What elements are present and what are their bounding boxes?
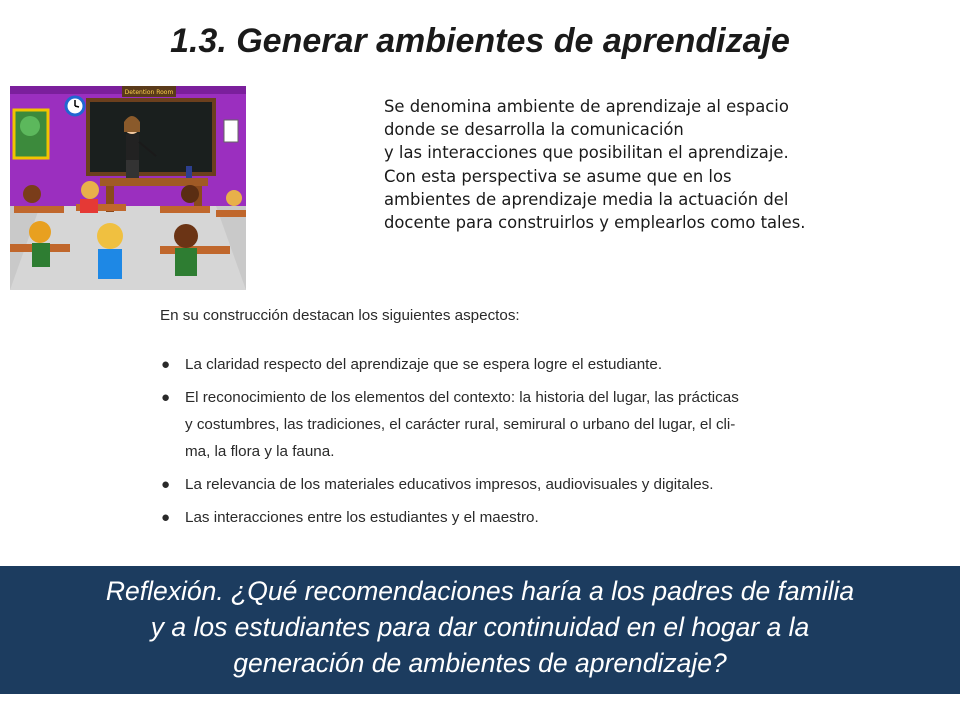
intro-line: docente para construirlos y emplearlos como tales. [384,213,806,233]
aspects-section [160,307,820,537]
page-title: 1.3. Generar ambientes de aprendizaje [170,22,790,60]
intro-line: Se denomina ambiente de aprendizaje al espacio [384,97,789,116]
aspects-list [160,351,820,531]
list-item-line: La claridad respecto del aprendizaje que se espera logre el estudiante. [185,356,663,373]
aspects-heading: En su construcción destacan los siguientes aspectos: [160,307,520,324]
bullet-icon: ● [161,476,171,493]
intro-line: donde se desarrolla la comunicación [384,120,684,140]
bullet-icon: ● [161,356,171,373]
bullet-icon: ● [161,509,171,526]
list-item-line: y costumbres, las tradiciones, el carácter rural, semirural o urbano del lugar, el cli- [185,416,736,433]
list-item [160,471,820,498]
reflection-line: generación de ambientes de aprendizaje? [233,648,727,678]
reflection-line: Reflexión. ¿Qué recomendaciones haría a los padres de familia [105,576,855,606]
list-item-line: Las interacciones entre los estudiantes y el maestro. [185,509,539,526]
intro-text [384,95,924,234]
intro-line: ambientes de aprendizaje media la actuación del [384,189,789,209]
classroom-illustration [10,86,246,290]
list-item-line: ma, la flora y la fauna. [185,443,335,460]
detention-sign: Detention Room [124,89,174,96]
intro-line: Con esta perspectiva se asume que en los [384,166,732,186]
list-item [160,351,820,378]
bullet-icon: ● [161,389,171,406]
list-item-line: El reconocimiento de los elementos del contexto: la historia del lugar, las prácticas [185,389,739,406]
list-item [160,504,820,531]
list-item [160,384,820,465]
list-item-line: La relevancia de los materiales educativos impresos, audiovisuales y digitales. [185,476,714,493]
reflection-box [0,566,960,694]
intro-line: y las interacciones que posibilitan el aprendizaje. [384,143,789,163]
reflection-line: y a los estudiantes para dar continuidad en el hogar a la [150,612,810,642]
